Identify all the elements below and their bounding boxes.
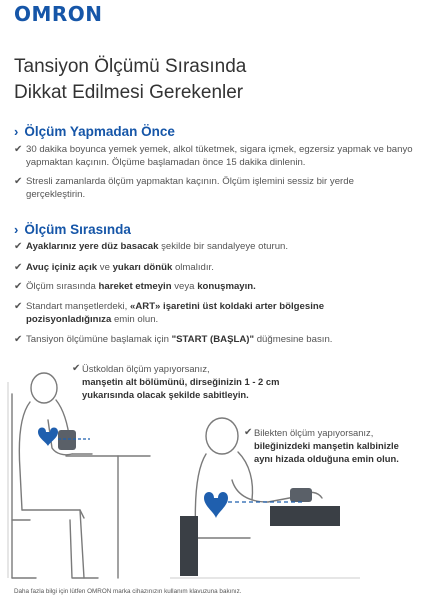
page-title-line2: Dikkat Edilmesi Gerekenler (14, 82, 244, 103)
heart-icon (38, 428, 58, 447)
table-block (270, 506, 340, 526)
bold-text: manşetin alt bölümünü, dirseğinizin 1 - 2 cm yukarısında olacak şekilde sabitleyin. (82, 376, 280, 400)
arm-cuff (58, 430, 76, 450)
bold-text: "START (BAŞLA)" (171, 334, 255, 345)
text: şekilde bir sandalyeye oturun. (158, 241, 289, 252)
checkmark-icon: ✔ (14, 262, 23, 273)
chair-block (180, 516, 198, 576)
bold-text: «ART» işaretini üst koldaki arter bölgesine pozisyonladığınıza (26, 301, 325, 325)
text: düğmesine basın. (254, 334, 333, 345)
section-before-measuring (14, 124, 175, 139)
posture-illustration (0, 370, 424, 588)
item-text: 30 dakika boyunca yemek yemek, alkol tüketmek, sigara içmek, egzersiz yapmak ve banyo yapmaktan kaçının. Ölçüme başlamadan önce 15 dakika dinlenin. (26, 144, 413, 168)
bold-text: Ayaklarınız yere düz basacak (26, 241, 159, 252)
checkmark-icon: ✔ (14, 281, 23, 292)
checkmark-icon: ✔ (14, 144, 23, 155)
checkmark-icon: ✔ (14, 176, 23, 187)
footnote: Daha fazla bilgi için lütfen OMRON marka cihazınızın kullanım klavuzuna bakınız. (14, 588, 242, 595)
item-text: Stresli zamanlarda ölçüm yapmaktan kaçının. Ölçüm işlemini sessiz bir yerde gerçekleştirin. (26, 176, 354, 200)
seated-person-figure (12, 373, 150, 578)
checkmark-icon: ✔ (14, 334, 23, 345)
text: Üstkoldan ölçüm yapıyorsanız, (82, 363, 210, 374)
checkmark-icon: ✔ (14, 301, 23, 312)
page-title (14, 54, 414, 106)
text: emin olun. (111, 314, 159, 325)
chevron-right-icon: › (14, 124, 19, 139)
heart-icon (204, 492, 228, 518)
section-heading: Ölçüm Yapmadan Önce (24, 124, 175, 139)
wrist-cuff (290, 488, 312, 502)
text: veya (171, 281, 198, 292)
text: Ölçüm sırasında (26, 281, 99, 292)
text: Bilekten ölçüm yapıyorsanız, (254, 427, 374, 438)
section-heading: Ölçüm Sırasında (24, 222, 131, 237)
page-title-line1: Tansiyon Ölçümü Sırasında (14, 56, 247, 77)
text: ve (97, 262, 113, 273)
section-during-measuring (14, 222, 131, 237)
omron-logo: OMRON (14, 2, 103, 26)
chevron-right-icon: › (14, 222, 19, 237)
list-item (14, 333, 414, 346)
checkmark-icon: ✔ (14, 241, 23, 252)
list-item (14, 261, 414, 274)
text: olmalıdır. (172, 262, 214, 273)
bold-text: Avuç içiniz açık (26, 262, 98, 273)
checkmark-icon: ✔ (72, 363, 81, 374)
list-item (14, 240, 414, 253)
list-item (14, 143, 414, 169)
bold-text: hareket etmeyin (98, 281, 172, 292)
bold-text: yukarı dönük (112, 262, 173, 273)
checkmark-icon: ✔ (244, 427, 253, 438)
bold-text: konuşmayın. (197, 281, 256, 292)
text: Standart manşetlerdeki, (26, 301, 130, 312)
list-item (14, 280, 414, 293)
list-item (14, 300, 414, 326)
bold-text: bileğinizdeki manşetin kalbinizle aynı hizada olduğuna emin olun. (254, 440, 399, 464)
list-item (14, 175, 414, 201)
text: Tansiyon ölçümüne başlamak için (26, 334, 172, 345)
